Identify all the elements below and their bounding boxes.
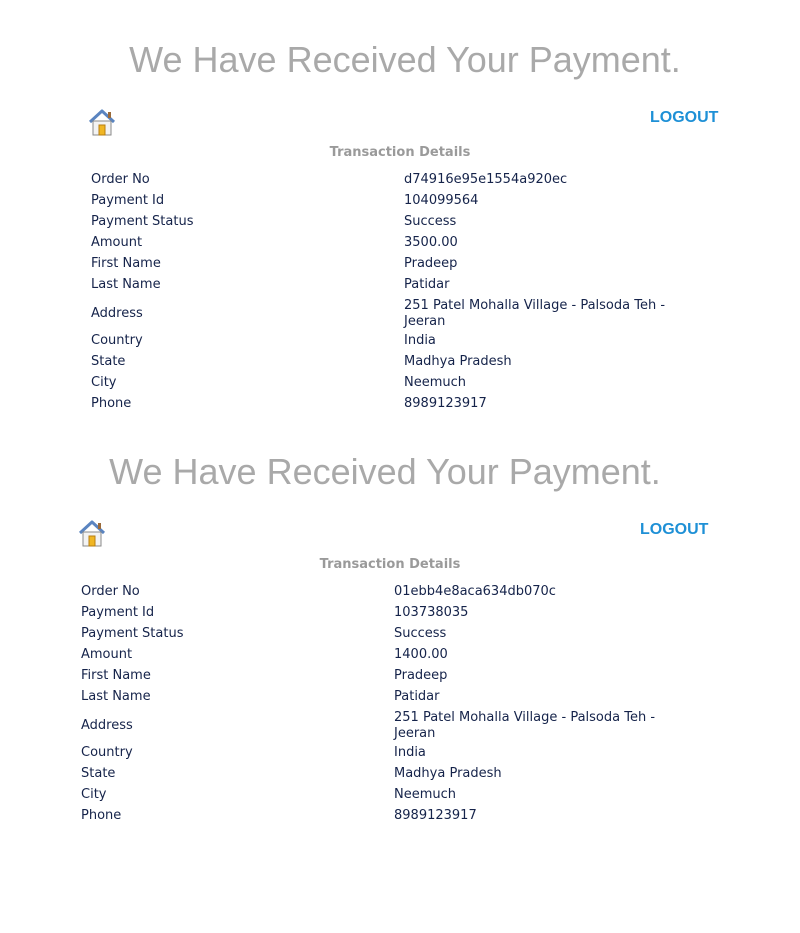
field-value: 8989123917 [404, 396, 487, 411]
field-value: Madhya Pradesh [404, 354, 512, 369]
field-value: 3500.00 [404, 235, 458, 250]
page-heading: We Have Received Your Payment. [129, 39, 681, 80]
field-value: 251 Patel Mohalla Village - Palsoda Teh - Jeeran [394, 710, 656, 741]
home-icon[interactable] [77, 519, 107, 549]
field-value: India [394, 745, 426, 760]
field-label: Payment Id [81, 605, 155, 620]
field-value: Neemuch [404, 375, 467, 390]
transaction-details-title: Transaction Details [319, 557, 461, 572]
field-value: 251 Patel Mohalla Village - Palsoda Teh - Jeeran [404, 298, 666, 329]
field-value: Madhya Pradesh [394, 766, 502, 781]
logout-link[interactable]: LOGOUT [650, 109, 719, 126]
field-label: Amount [91, 235, 143, 250]
field-label: Country [91, 333, 143, 348]
field-value: 8989123917 [394, 808, 477, 823]
field-label: Country [81, 745, 133, 760]
field-value: Success [394, 626, 447, 641]
field-label: Order No [81, 584, 140, 599]
field-label: Address [81, 718, 133, 733]
field-value: Pradeep [394, 668, 448, 683]
field-value: Success [404, 214, 457, 229]
field-value: Patidar [404, 277, 450, 292]
page-heading: We Have Received Your Payment. [109, 451, 661, 492]
field-label: First Name [81, 668, 151, 683]
field-label: Last Name [81, 689, 151, 704]
field-value: Neemuch [394, 787, 457, 802]
field-value: 104099564 [404, 193, 479, 208]
field-label: Last Name [91, 277, 161, 292]
field-value: 103738035 [394, 605, 469, 620]
field-label: First Name [91, 256, 161, 271]
field-label: Payment Status [91, 214, 194, 229]
field-label: Phone [91, 396, 132, 411]
field-label: City [81, 787, 107, 802]
field-label: Address [91, 306, 143, 321]
field-label: Phone [81, 808, 122, 823]
field-value: 01ebb4e8aca634db070c [394, 584, 556, 599]
transaction-details-title: Transaction Details [329, 145, 471, 160]
field-label: State [91, 354, 126, 369]
field-value: 1400.00 [394, 647, 448, 662]
field-value: Pradeep [404, 256, 458, 271]
field-label: City [91, 375, 117, 390]
field-label: Payment Status [81, 626, 184, 641]
field-value: India [404, 333, 436, 348]
field-label: Payment Id [91, 193, 165, 208]
field-label: Amount [81, 647, 133, 662]
field-value: d74916e95e1554a920ec [404, 172, 568, 187]
field-value: Patidar [394, 689, 440, 704]
home-icon[interactable] [87, 108, 117, 138]
field-label: Order No [91, 172, 150, 187]
logout-link[interactable]: LOGOUT [640, 521, 709, 538]
field-label: State [81, 766, 116, 781]
